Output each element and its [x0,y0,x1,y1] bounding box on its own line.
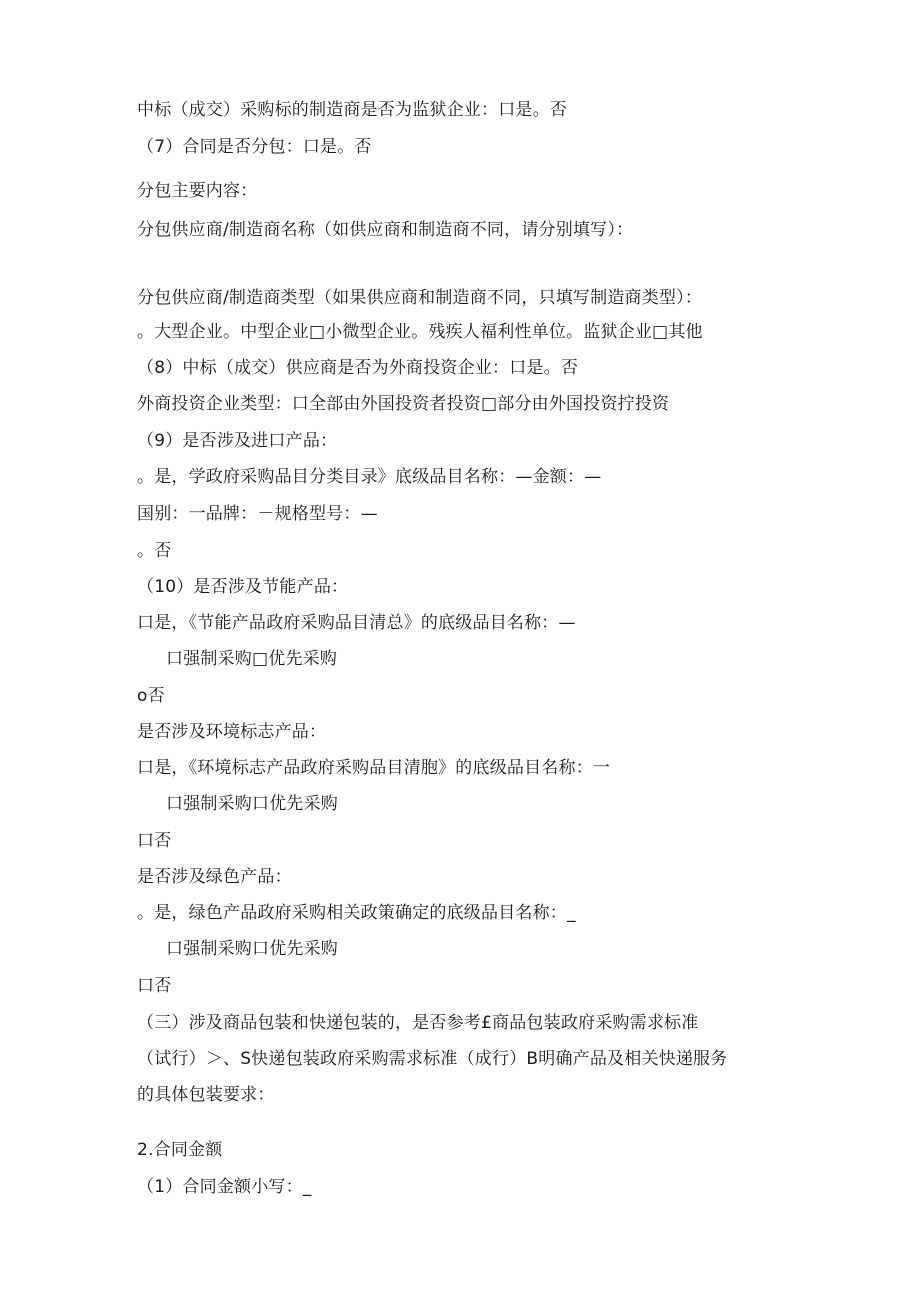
subcontract-content-label: 分包主要内容： [137,181,258,201]
green-products-yes: 。是，绿色产品政府采购相关政策确定的底级品目名称：_ [137,903,576,923]
eco-label-yes: 口是，《环境标志产品政府采购品目清胞》的底级品目名称：一 [137,758,611,778]
eco-label-no: 口否 [137,831,172,851]
green-products-question: 是否涉及绿色产品： [137,867,292,887]
packaging-question-line2: （试行）＞、S快递包装政府采购需求标准（成行）B明确产品及相关快递服务 [137,1049,728,1069]
green-products-no: 口否 [137,976,172,996]
import-products-question: （9）是否涉及进口产品： [137,431,338,451]
eco-label-procurement-options: 口强制采购口优先采购 [166,794,338,814]
import-products-details: 国别：一品牌：－规格型号：— [137,504,378,524]
subcontract-question: （7）合同是否分包：口是。否 [137,137,372,157]
contract-amount-lowercase: （1）合同金额小写：_ [137,1177,312,1197]
packaging-question-line1: （三）涉及商品包装和快递包装的，是否参考£商品包装政府采购需求标准 [137,1013,699,1033]
energy-saving-question: （10）是否涉及节能产品： [137,577,349,597]
foreign-investment-type: 外商投资企业类型：口全部由外国投资者投资□部分由外国投资拧投资 [137,394,670,414]
packaging-question-line3: 的具体包装要求： [137,1085,275,1105]
enterprise-type-options: 。大型企业。中型企业□小微型企业。残疾人福利性单位。监狱企业□其他 [137,322,703,342]
energy-saving-procurement-options: 口强制采购□优先采购 [166,649,338,669]
import-products-yes: 。是，学政府采购品目分类目录》底级品目名称：—金额：— [137,467,602,487]
eco-label-question: 是否涉及环境标志产品： [137,722,327,742]
energy-saving-no: o否 [137,686,165,706]
contract-amount-heading: 2.合同金额 [137,1140,223,1160]
prison-enterprise-line: 中标（成交）采购标的制造商是否为监狱企业：口是。否 [137,100,567,120]
green-products-procurement-options: 口强制采购口优先采购 [166,939,338,959]
foreign-investment-question: （8）中标（成交）供应商是否为外商投资企业：口是。否 [137,358,579,378]
subcontractor-name-label: 分包供应商/制造商名称（如供应商和制造商不同，请分别填写）： [137,220,634,240]
energy-saving-yes: 口是，《节能产品政府采购品目清总》的底级品目名称：— [137,613,576,633]
subcontractor-type-label: 分包供应商/制造商类型（如果供应商和制造商不同，只填写制造商类型）： [137,288,703,308]
import-products-no: 。否 [137,541,172,561]
